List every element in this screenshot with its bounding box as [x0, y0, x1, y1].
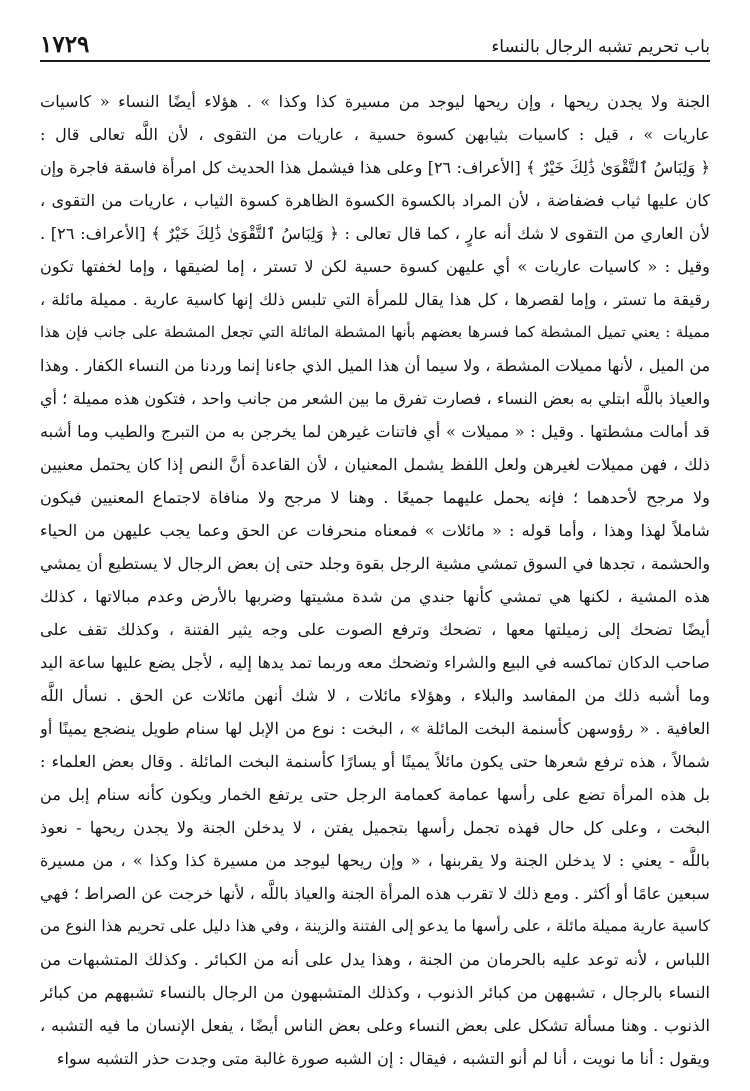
text-line: سبعين عامًا أو أكثر . ومع ذلك لا تقرب هذه المرأة الجنة والعياذ باللَّه ، لأنها خرجت عن الصراط ؛ فهي — [40, 884, 710, 903]
text-line: والعياذ باللَّه ابتلي به بعض النساء ، فصارت تفرق ما بين الشعر من جانب واحد ، فتكون هذه مميلة ؛ أي — [40, 389, 710, 408]
text-line: شمالاً ، هذه ترفع شعرها حتى يكون مائلاً يمينًا أو يسارًا كأسنمة البخت المائلة . وقال بعض العلماء : — [40, 752, 710, 771]
text-line: الجنة ولا يجدن ريحها ، وإن ريحها ليوجد من مسيرة كذا وكذا » . هؤلاء أيضًا النساء « كاسيات — [40, 92, 710, 111]
text-line: قد أمالت مشطتها . وقيل : « مميلات » أي فاتنات غيرهن لما يخرجن به من التبرج والطيب وما أشبه — [40, 422, 710, 441]
text-line: الذنوب . وهنا مسألة تشكل على بعض النساء وعلى بعض الناس أيضًا ، يفعل الإنسان ما فيه التشبه ، — [40, 1016, 710, 1035]
text-line: البخت ، وعلى كل حال فهذه تجمل رأسها بتجميل يفتن ، لا يدخلن الجنة ولا يجدن ريحها - نعوذ — [40, 818, 710, 837]
text-line: وما أشبه ذلك من المفاسد والبلاء ، وهؤلاء مائلات ، لا شك أنهن مائلات عن الحق . نسأل اللَّه — [40, 686, 710, 705]
header-divider — [40, 60, 710, 62]
text-line: صاحب الدكان تماكسه في البيع والشراء وتضحك معه وربما تمد يدها إليه ، لأجل يضع عليها ساعة اليد — [40, 653, 710, 672]
text-line: كان عليها ثياب فضفاضة ، لأن المراد بالكسوة الكسوة الظاهرة كسوة الثياب ، عاريات من التقوى ، — [40, 191, 710, 210]
page-number: ١٧٢٩ — [40, 31, 90, 58]
text-line: من الميل ، لأنها مميلات المشطة ، ولا سيما أن هذا الميل الذي جاءنا إنما وردنا من النساء الكفار . وهذا — [40, 356, 710, 375]
text-line: مميلة : يعني تميل المشطة كما فسرها بعضهم بأنها المشطة المائلة التي تجعل المشطة على جانب فإن هذا — [40, 323, 710, 341]
text-line: رقيقة ما تستر ، وإما لقصرها ، كل هذا يقال للمرأة التي تلبس ذلك إنها كاسية عارية . مميلة مائلة ، — [40, 290, 710, 309]
running-head: باب تحريم تشبه الرجال بالنساء — [491, 37, 710, 57]
text-line: عاريات » ، قيل : كاسيات بثيابهن كسوة حسية ، عاريات من التقوى ، لأن اللَّه تعالى قال : — [40, 125, 710, 144]
text-line: لأن العاري من التقوى لا شك أنه عارٍ ، كما قال تعالى : ﴿ وَلِبَاسُ ٱلتَّقْوَىٰ ذَٰلِكَ خَيْرٌ ﴾ [الأعراف: ٢٦] . — [40, 224, 710, 243]
text-line: ويقول : أنا ما نويت ، أنا لم أنو التشبه ، فيقال : إن الشبه صورة غالبة متى وجدت حذر التشبه سواء — [56, 1049, 710, 1068]
text-line: كاسية عارية مميلة مائلة ، على رأسها ما يدعو إلى الفتنة والزينة ، وفي هذا دليل على تحريم هذا النوع من — [40, 917, 710, 935]
text-line: اللباس ، لأنه توعد عليه بالحرمان من الجنة ، وهذا يدل على أنه من الكبائر . وكذلك المتشبهات من — [40, 950, 710, 969]
text-line: باللَّه - يعني : لا يدخلن الجنة ولا يقربنها ، « وإن ريحها ليوجد من مسيرة كذا وكذا » ، من مسيرة — [40, 851, 710, 870]
text-line: هذه المشية ، لكنها هي تمشي كأنها جندي من شدة مشيتها وضربها بالأرض وعدم مبالاتها ، كذلك — [40, 587, 710, 606]
text-line: أيضًا تضحك إلى زميلتها معها ، تضحك وترفع الصوت على وجه يثير الفتنة ، وكذلك تقف على — [40, 620, 710, 639]
text-line: ﴿ وَلِبَاسُ ٱلتَّقْوَىٰ ذَٰلِكَ خَيْرٌ ﴾ [الأعراف: ٢٦] وعلى هذا فيشمل هذا الحديث كل امرأة فاسقة فاجرة وإن — [40, 158, 710, 177]
text-line: النساء بالرجال ، تشبههن من كبائر الذنوب ، وكذلك المتشبهون من الرجال بالنساء تشبههم من كبائر — [40, 983, 710, 1002]
text-line: والحشمة ، تجدها في السوق تمشي مشية الرجل بقوة وجلد حتى إن بعض الرجال لا يستطيع أن يمشي — [40, 554, 710, 573]
text-line: بل هذه المرأة تضع على رأسها عمامة كعمامة الرجل حتى يرتفع الخمار ويكون كأنه سنام إبل من — [40, 785, 710, 804]
text-line: العافية . « رؤوسهن كأسنمة البخت المائلة » ، البخت : نوع من الإبل لها سنام طويل ينضجع يمينًا أو — [40, 719, 710, 738]
page-header — [40, 28, 710, 58]
body-text — [40, 85, 710, 1075]
text-line: ذلك ، فهن مميلات لغيرهن ولعل اللفظ يشمل المعنيان ، لأن القاعدة أنَّ النص إذا كان يحتمل معنيين — [40, 455, 710, 474]
text-line: ولا مرجح لأحدهما ؛ فإنه يحمل عليهما جميعًا . وهنا لا مرجح ولا منافاة لاجتماع المعنيين فيكون — [40, 488, 710, 507]
text-line: وقيل : « كاسيات عاريات » أي عليهن كسوة حسية لكن لا تستر ، إما لضيقها ، وإما لخفتها تكون — [40, 257, 710, 276]
text-line: شاملاً لهذا وهذا ، وأما قوله : « مائلات » فمعناه منحرفات عن الحق وعما يجب عليهن من الحياء — [40, 521, 710, 540]
